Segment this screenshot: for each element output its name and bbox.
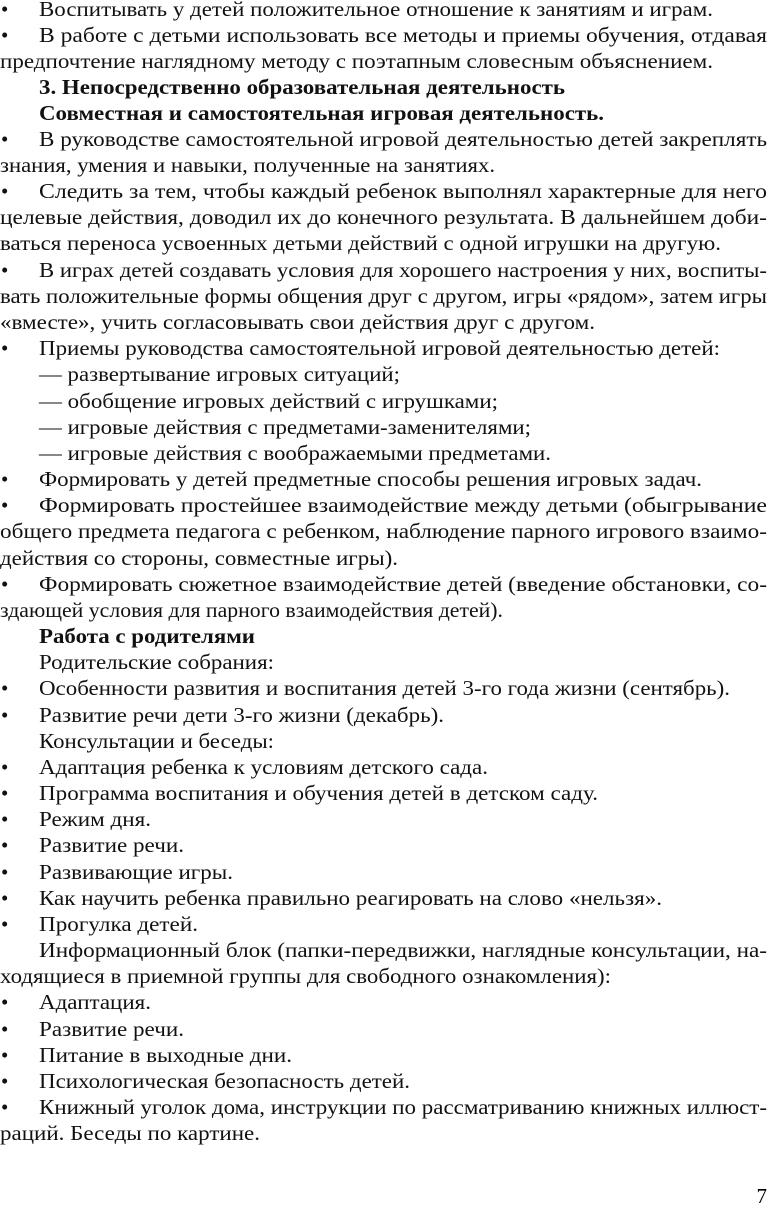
bullet-icon: •: [1, 127, 9, 151]
line-text: Адаптация.: [39, 990, 151, 1014]
line-text: Формировать у детей предметные способы решения игровых задач.: [39, 467, 702, 491]
bullet-item-line: [0, 1068, 769, 1094]
text-line: [0, 388, 769, 414]
bullet-item-line: [0, 702, 769, 728]
bullet-item-line: [0, 989, 769, 1015]
bullet-item-line: [0, 466, 769, 492]
line-text: знания, умения и навыки, полученные на занятиях.: [0, 153, 495, 177]
line-text: Программа воспитания и обучения детей в детском саду.: [39, 781, 598, 805]
bullet-icon: •: [1, 1069, 9, 1093]
bullet-item-line: [0, 675, 769, 701]
line-text: В работе с детьми использовать все методы и приемы обучения, отдавая: [39, 23, 767, 47]
line-text: В руководстве самостоятельной игровой деятельностью детей закреплять: [39, 127, 767, 151]
bullet-icon: •: [1, 833, 9, 857]
line-text: Формировать сюжетное взаимодействие детей (введение обстановки, со-: [39, 572, 767, 596]
line-text: ходящиеся в приемной группы для свободного ознакомления):: [0, 964, 611, 988]
line-text: действия со стороны, совместные игры).: [0, 546, 398, 570]
line-text: Адаптация ребенка к условиям детского сада.: [39, 755, 489, 779]
bullet-item-line: [0, 806, 769, 832]
bullet-icon: •: [1, 676, 9, 700]
bullet-icon: •: [1, 860, 9, 884]
bullet-item-line: [0, 832, 769, 858]
page-number: 7: [756, 1184, 767, 1208]
text-line: [0, 963, 769, 989]
text-line: [0, 518, 769, 544]
text-line: [0, 204, 769, 230]
bullet-item-line: [0, 911, 769, 937]
heading-line: [0, 623, 769, 649]
bullet-item-line: [0, 1016, 769, 1042]
bullet-icon: •: [1, 755, 9, 779]
line-text: Режим дня.: [39, 807, 151, 831]
bullet-item-line: [0, 492, 769, 518]
bullet-item-line: [0, 126, 769, 152]
line-text: Психологическая безопасность детей.: [39, 1069, 410, 1093]
text-line: [0, 414, 769, 440]
heading-line: [0, 74, 769, 100]
text-line: [0, 440, 769, 466]
text-line: [0, 545, 769, 571]
bullet-icon: •: [1, 807, 9, 831]
line-text: вать положительные формы общения друг с другом, игры «рядом», затем игры: [0, 284, 767, 308]
line-text: 3. Непосредственно образовательная деятельность: [39, 75, 565, 99]
bullet-item-line: [0, 0, 769, 22]
bullet-item-line: [0, 859, 769, 885]
line-text: Следить за тем, чтобы каждый ребенок выполнял характерные для него: [39, 179, 767, 203]
line-text: В играх детей создавать условия для хорошего настроения у них, воспиты-: [39, 258, 767, 282]
line-text: Развитие речи.: [39, 1017, 184, 1041]
line-text: предпочтение наглядному методу с поэтапным словесным объяснением.: [0, 49, 713, 73]
bullet-item-line: [0, 22, 769, 48]
text-line: [0, 1120, 769, 1146]
bullet-item-line: [0, 754, 769, 780]
bullet-item-line: [0, 1042, 769, 1068]
line-text: Прогулка детей.: [39, 912, 198, 936]
text-line: [0, 937, 769, 963]
line-text: Книжный уголок дома, инструкции по рассматриванию книжных иллюст-: [39, 1095, 767, 1119]
line-text: ваться переноса усвоенных детьми действий с одной игрушки на другую.: [0, 231, 721, 255]
line-text: — обобщение игровых действий с игрушками;: [39, 389, 498, 413]
line-text: Приемы руководства самостоятельной игровой деятельностью детей:: [39, 336, 720, 360]
text-line: [0, 309, 769, 335]
bullet-icon: •: [1, 0, 9, 21]
line-text: — игровые действия с воображаемыми предметами.: [39, 441, 551, 465]
line-text: раций. Беседы по картине.: [0, 1121, 260, 1145]
line-text: здающей условия для парного взаимодействия детей).: [0, 598, 503, 622]
line-text: Формировать простейшее взаимодействие между детьми (обыгрывание: [39, 493, 767, 517]
line-text: «вместе», учить согласовывать свои действия друг с другом.: [0, 310, 595, 334]
line-text: — игровые действия с предметами-заменителями;: [39, 415, 531, 439]
bullet-icon: •: [1, 493, 9, 517]
bullet-icon: •: [1, 781, 9, 805]
line-text: Воспитывать у детей положительное отношение к занятиям и играм.: [39, 0, 713, 21]
bullet-item-line: [0, 178, 769, 204]
bullet-icon: •: [1, 1043, 9, 1067]
bullet-icon: •: [1, 258, 9, 282]
bullet-icon: •: [1, 912, 9, 936]
bullet-icon: •: [1, 23, 9, 47]
line-text: Информационный блок (папки-передвижки, наглядные консультации, на-: [39, 938, 767, 962]
text-line: [0, 728, 769, 754]
line-text: — развертывание игровых ситуаций;: [39, 362, 400, 386]
line-text: Родительские собрания:: [39, 650, 274, 674]
text-line: [0, 152, 769, 178]
text-line: [0, 230, 769, 256]
text-line: [0, 283, 769, 309]
bullet-icon: •: [1, 467, 9, 491]
bullet-icon: •: [1, 990, 9, 1014]
line-text: Развивающие игры.: [39, 860, 233, 884]
bullet-icon: •: [1, 336, 9, 360]
bullet-icon: •: [1, 1095, 9, 1119]
line-text: общего предмета педагога с ребенком, наблюдение парного игрового взаимо-: [0, 519, 767, 543]
text-line: [0, 649, 769, 675]
text-line: [0, 48, 769, 74]
line-text: Особенности развития и воспитания детей 3-го года жизни (сентябрь).: [39, 676, 730, 700]
bullet-item-line: [0, 885, 769, 911]
bullet-item-line: [0, 780, 769, 806]
bullet-icon: •: [1, 703, 9, 727]
line-text: Развитие речи.: [39, 833, 184, 857]
line-text: Консультации и беседы:: [39, 729, 274, 753]
line-text: Как научить ребенка правильно реагировать на слово «нельзя».: [39, 886, 662, 910]
bullet-icon: •: [1, 1017, 9, 1041]
bullet-icon: •: [1, 886, 9, 910]
bullet-icon: •: [1, 572, 9, 596]
text-line: [0, 597, 769, 623]
line-text: целевые действия, доводил их до конечного результата. В дальнейшем доби-: [0, 205, 767, 229]
line-text: Развитие речи дети 3-го жизни (декабрь).: [39, 703, 444, 727]
bullet-item-line: [0, 1094, 769, 1120]
heading-line: [0, 100, 769, 126]
bullet-item-line: [0, 571, 769, 597]
line-text: Совместная и самостоятельная игровая деятельность.: [39, 101, 604, 125]
line-text: Питание в выходные дни.: [39, 1043, 292, 1067]
bullet-icon: •: [1, 179, 9, 203]
bullet-item-line: [0, 335, 769, 361]
bullet-item-line: [0, 257, 769, 283]
text-line: [0, 361, 769, 387]
line-text: Работа с родителями: [39, 624, 255, 648]
